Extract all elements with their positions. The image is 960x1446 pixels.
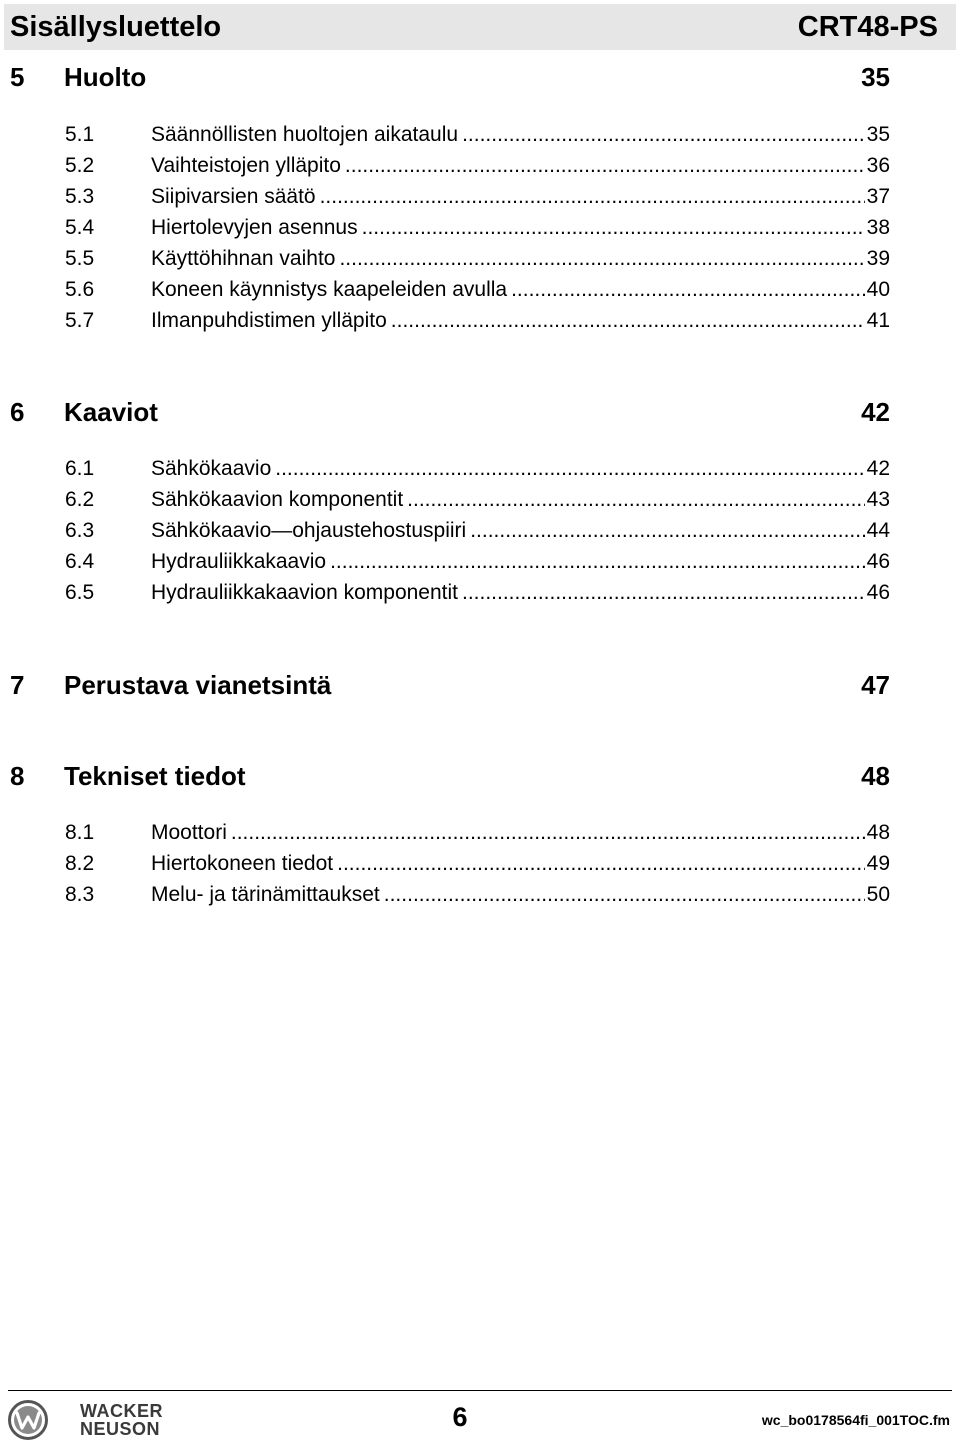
entry-title: Sähkökaavio—ohjaustehostuspiiri bbox=[151, 519, 467, 542]
entry-page: 46 bbox=[866, 550, 890, 573]
entry-page: 48 bbox=[866, 821, 890, 844]
dot-leader bbox=[470, 519, 864, 543]
entry-number: 6.5 bbox=[65, 581, 95, 604]
entry-number: 6.3 bbox=[65, 519, 95, 542]
entry-title: Moottori bbox=[151, 821, 227, 844]
toc-entry-5-6[interactable] bbox=[65, 278, 890, 308]
document-title: Sisällysluettelo bbox=[10, 10, 222, 43]
dot-leader bbox=[330, 550, 865, 574]
toc-chapter-8[interactable] bbox=[10, 756, 890, 796]
dot-leader bbox=[320, 185, 865, 209]
entry-page: 46 bbox=[866, 581, 890, 604]
dot-leader bbox=[345, 154, 865, 178]
dot-leader bbox=[407, 488, 864, 512]
entry-number: 6.1 bbox=[65, 457, 95, 480]
toc-entry-6-4[interactable] bbox=[65, 550, 890, 580]
entry-title: Käyttöhihnan vaihto bbox=[151, 247, 336, 270]
entry-title: Hiertolevyjen asennus bbox=[151, 216, 358, 239]
entry-page: 49 bbox=[866, 852, 890, 875]
entry-page: 38 bbox=[866, 216, 890, 239]
toc-entry-6-1[interactable] bbox=[65, 457, 890, 487]
toc-chapter-5[interactable] bbox=[10, 57, 890, 97]
toc-entry-6-3[interactable] bbox=[65, 519, 890, 549]
entry-number: 5.5 bbox=[65, 247, 95, 270]
toc-entry-5-5[interactable] bbox=[65, 247, 890, 277]
dot-leader bbox=[462, 123, 865, 147]
entry-number: 5.1 bbox=[65, 123, 95, 146]
chapter-page: 35 bbox=[861, 61, 890, 92]
model-name: CRT48-PS bbox=[797, 10, 938, 43]
entry-page: 41 bbox=[866, 309, 890, 332]
entry-page: 36 bbox=[866, 154, 890, 177]
entry-title: Siipivarsien säätö bbox=[151, 185, 316, 208]
entry-number: 6.4 bbox=[65, 550, 95, 573]
toc-entry-8-3[interactable] bbox=[65, 883, 890, 913]
entry-title: Sähkökaavio bbox=[151, 457, 272, 480]
dot-leader bbox=[462, 581, 865, 605]
entry-number: 5.3 bbox=[65, 185, 95, 208]
entry-page: 42 bbox=[866, 457, 890, 480]
toc-entry-5-1[interactable] bbox=[65, 123, 890, 153]
dot-leader bbox=[337, 852, 865, 876]
wacker-w-logo-icon bbox=[8, 1400, 48, 1440]
chapter-title: Huolto bbox=[64, 61, 147, 92]
toc-entry-5-4[interactable] bbox=[65, 216, 890, 246]
entry-page: 44 bbox=[866, 519, 890, 542]
brand-line-1: WACKER bbox=[80, 1401, 163, 1421]
dot-leader bbox=[231, 821, 865, 845]
dot-leader bbox=[362, 216, 865, 240]
chapter-number: 7 bbox=[10, 669, 25, 700]
entry-page: 37 bbox=[866, 185, 890, 208]
entry-page: 43 bbox=[866, 488, 890, 511]
entry-title: Ilmanpuhdistimen ylläpito bbox=[151, 309, 387, 332]
entry-title: Vaihteistojen ylläpito bbox=[151, 154, 341, 177]
dot-leader bbox=[339, 247, 864, 271]
dot-leader bbox=[384, 883, 865, 907]
entry-title: Hydrauliikkakaavio bbox=[151, 550, 327, 573]
entry-number: 8.2 bbox=[65, 852, 95, 875]
brand-line-2: NEUSON bbox=[80, 1419, 161, 1439]
footer-divider bbox=[8, 1390, 952, 1391]
toc-entry-6-2[interactable] bbox=[65, 488, 890, 518]
entry-number: 5.6 bbox=[65, 278, 95, 301]
entry-number: 8.1 bbox=[65, 821, 95, 844]
entry-number: 5.2 bbox=[65, 154, 95, 177]
entry-page: 35 bbox=[866, 123, 890, 146]
toc-entry-5-7[interactable] bbox=[65, 309, 890, 339]
entry-number: 8.3 bbox=[65, 883, 95, 906]
entry-page: 39 bbox=[866, 247, 890, 270]
toc-entry-5-3[interactable] bbox=[65, 185, 890, 215]
entry-number: 5.4 bbox=[65, 216, 95, 239]
entry-number: 5.7 bbox=[65, 309, 95, 332]
toc-entry-6-5[interactable] bbox=[65, 581, 890, 611]
chapter-title: Kaaviot bbox=[64, 396, 158, 427]
entry-title: Hydrauliikkakaavion komponentit bbox=[151, 581, 458, 604]
wacker-neuson-logo bbox=[80, 1402, 184, 1442]
toc-entry-8-1[interactable] bbox=[65, 821, 890, 851]
entry-number: 6.2 bbox=[65, 488, 95, 511]
dot-leader bbox=[275, 457, 864, 481]
chapter-title: Tekniset tiedot bbox=[64, 760, 246, 791]
toc-chapter-6[interactable] bbox=[10, 392, 890, 432]
chapter-page: 47 bbox=[861, 669, 890, 700]
page-header bbox=[4, 4, 956, 50]
entry-title: Hiertokoneen tiedot bbox=[151, 852, 334, 875]
file-name: wc_bo0178564fi_001TOC.fm bbox=[761, 1412, 950, 1428]
entry-title: Sähkökaavion komponentit bbox=[151, 488, 404, 511]
dot-leader bbox=[391, 309, 865, 333]
entry-title: Melu- ja tärinämittaukset bbox=[151, 883, 380, 906]
toc-entry-5-2[interactable] bbox=[65, 154, 890, 184]
dot-leader bbox=[511, 278, 865, 302]
page-number: 6 bbox=[452, 1402, 468, 1432]
chapter-number: 5 bbox=[10, 61, 25, 92]
entry-title: Koneen käynnistys kaapeleiden avulla bbox=[151, 278, 508, 301]
entry-title: Säännöllisten huoltojen aikataulu bbox=[151, 123, 459, 146]
chapter-page: 48 bbox=[861, 760, 890, 791]
toc-chapter-7[interactable] bbox=[10, 665, 890, 705]
chapter-page: 42 bbox=[861, 396, 890, 427]
toc-entry-8-2[interactable] bbox=[65, 852, 890, 882]
chapter-number: 8 bbox=[10, 760, 25, 791]
chapter-number: 6 bbox=[10, 396, 25, 427]
entry-page: 40 bbox=[866, 278, 890, 301]
entry-page: 50 bbox=[866, 883, 890, 906]
chapter-title: Perustava vianetsintä bbox=[64, 669, 332, 700]
